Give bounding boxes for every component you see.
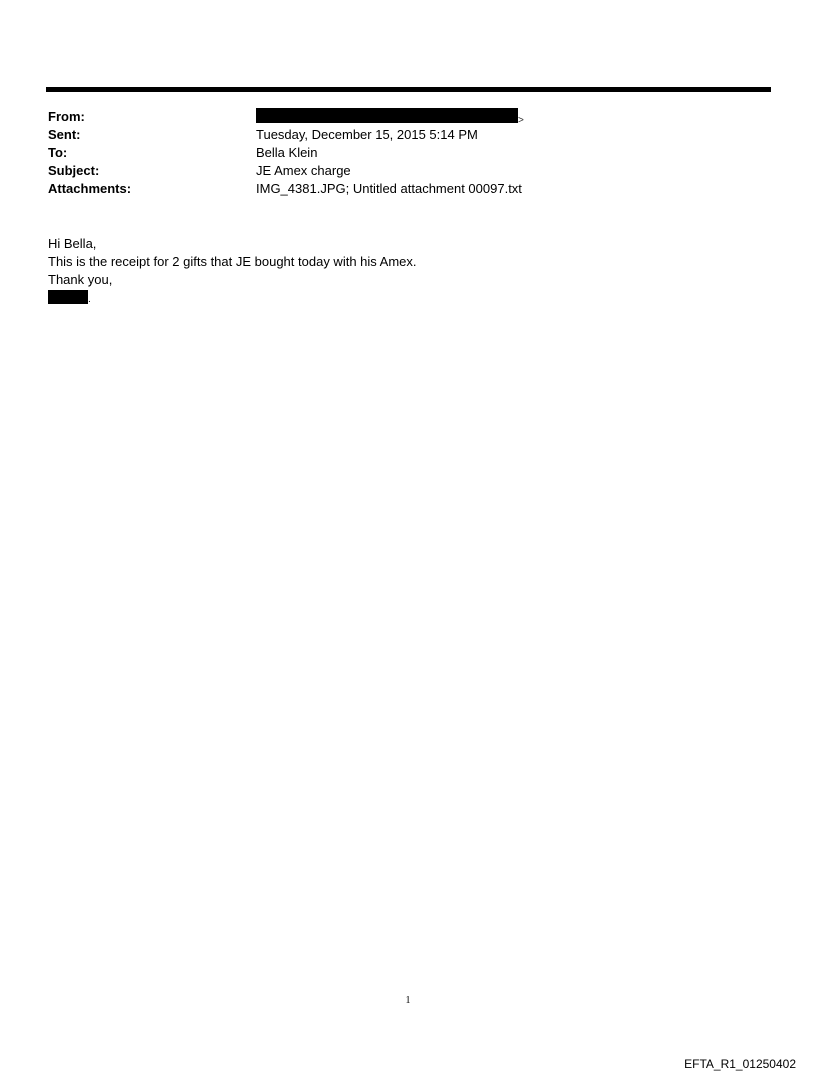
subject-row	[48, 162, 748, 180]
sent-label: Sent:	[48, 127, 81, 142]
signature-line	[48, 289, 748, 309]
sent-row	[48, 126, 748, 144]
signature-tail: .	[88, 294, 91, 305]
greeting-line: Hi Bella,	[48, 236, 97, 251]
to-label: To:	[48, 145, 68, 160]
redaction-box	[48, 290, 88, 304]
to-value: Bella Klein	[256, 145, 318, 160]
page-number: 1	[405, 995, 411, 1006]
from-tail: >	[518, 115, 524, 126]
closing-line: Thank you,	[48, 272, 113, 287]
message-line: This is the receipt for 2 gifts that JE bought today with his Amex.	[48, 254, 417, 269]
attachments-label: Attachments:	[48, 181, 132, 196]
header-divider	[46, 87, 771, 92]
email-body	[48, 235, 748, 309]
from-label: From:	[48, 109, 85, 124]
from-row	[48, 108, 748, 126]
to-row	[48, 144, 748, 162]
bates-number: EFTA_R1_01250402	[684, 1057, 796, 1071]
redaction-box	[256, 108, 518, 123]
sent-value: Tuesday, December 15, 2015 5:14 PM	[256, 127, 478, 142]
email-header	[48, 108, 748, 198]
subject-label: Subject:	[48, 163, 100, 178]
attachments-row	[48, 180, 748, 198]
attachments-value: IMG_4381.JPG; Untitled attachment 00097.txt	[256, 181, 522, 196]
subject-value: JE Amex charge	[256, 163, 351, 178]
